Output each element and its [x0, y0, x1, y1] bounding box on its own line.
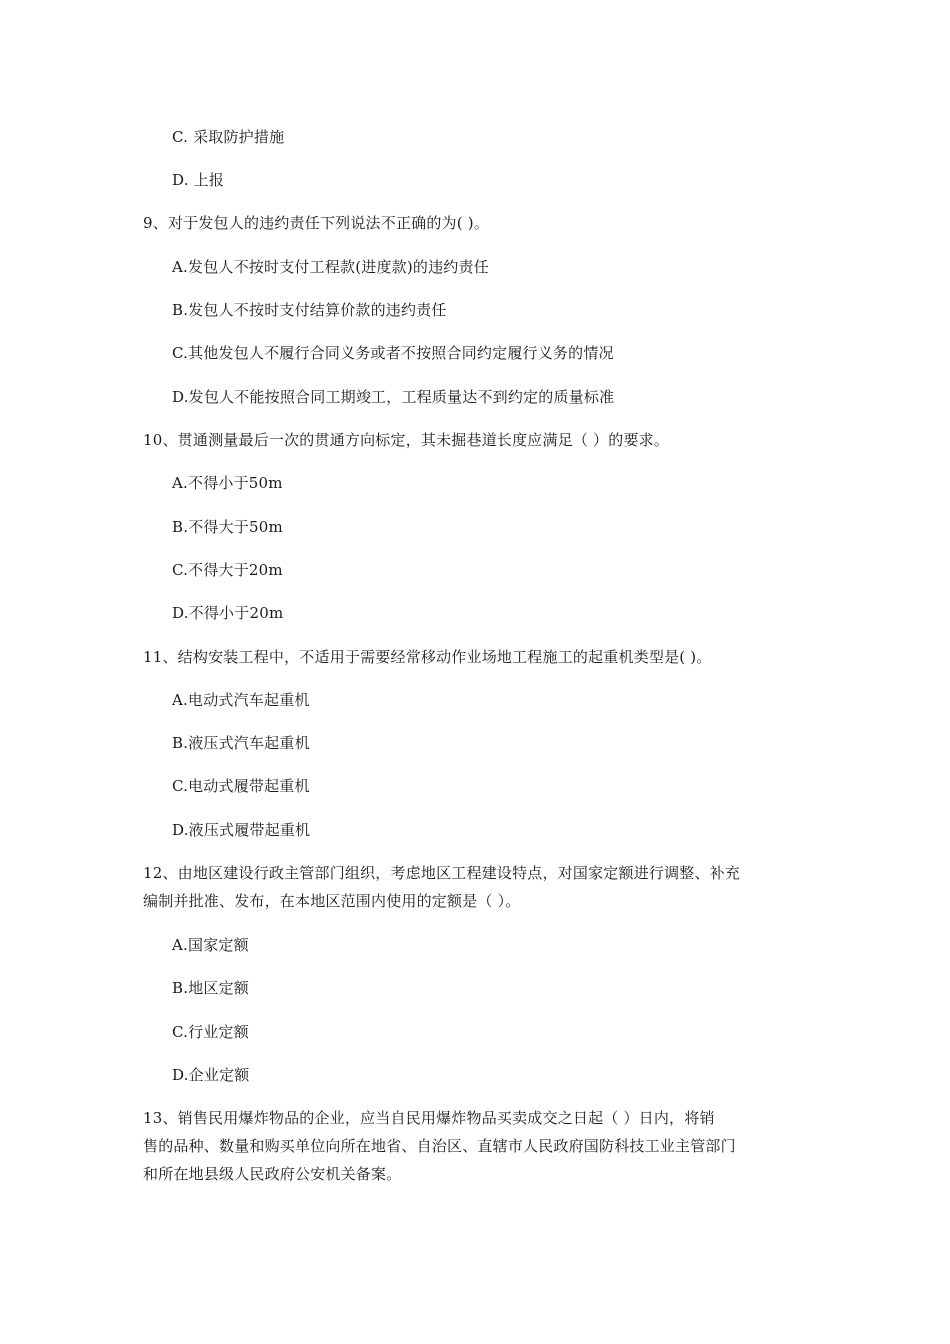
option-9d: D.发包人不能按照合同工期竣工，工程质量达不到约定的质量标准 — [172, 388, 615, 406]
option-12c: C.行业定额 — [172, 1023, 249, 1041]
option-10d: D.不得小于20m — [172, 604, 284, 622]
option-10b: B.不得大于50m — [172, 518, 283, 536]
question-12-cont: 编制并批准、发布，在本地区范围内使用的定额是（ ）。 — [143, 892, 521, 910]
option-8c: C. 采取防护措施 — [172, 128, 285, 146]
question-13: 13、销售民用爆炸物品的企业，应当自民用爆炸物品买卖成交之日起（ ）日内，将销 — [143, 1109, 715, 1127]
option-10c: C.不得大于20m — [172, 561, 283, 579]
option-11c: C.电动式履带起重机 — [172, 777, 310, 795]
option-12a: A.国家定额 — [172, 936, 249, 954]
option-9b: B.发包人不按时支付结算价款的违约责任 — [172, 301, 447, 319]
option-12d: D.企业定额 — [172, 1066, 250, 1084]
question-12: 12、由地区建设行政主管部门组织，考虑地区工程建设特点，对国家定额进行调整、补充 — [143, 864, 741, 882]
option-9a: A.发包人不按时支付工程款(进度款)的违约责任 — [172, 258, 489, 276]
option-10a: A.不得小于50m — [172, 474, 283, 492]
option-11d: D.液压式履带起重机 — [172, 821, 311, 839]
option-11a: A.电动式汽车起重机 — [172, 691, 310, 709]
option-8d: D. 上报 — [172, 171, 225, 189]
option-11b: B.液压式汽车起重机 — [172, 734, 310, 752]
question-9: 9、对于发包人的违约责任下列说法不正确的为( )。 — [143, 214, 490, 232]
question-13-cont-2: 和所在地县级人民政府公安机关备案。 — [143, 1165, 402, 1183]
option-12b: B.地区定额 — [172, 979, 249, 997]
question-10: 10、贯通测量最后一次的贯通方向标定，其未掘巷道长度应满足（ ）的要求。 — [143, 431, 670, 449]
question-11: 11、结构安装工程中，不适用于需要经常移动作业场地工程施工的起重机类型是( )。 — [143, 648, 712, 666]
question-13-cont-1: 售的品种、数量和购买单位向所在地省、自治区、直辖市人民政府国防科技工业主管部门 — [143, 1137, 736, 1155]
option-9c: C.其他发包人不履行合同义务或者不按照合同约定履行义务的情况 — [172, 344, 614, 362]
